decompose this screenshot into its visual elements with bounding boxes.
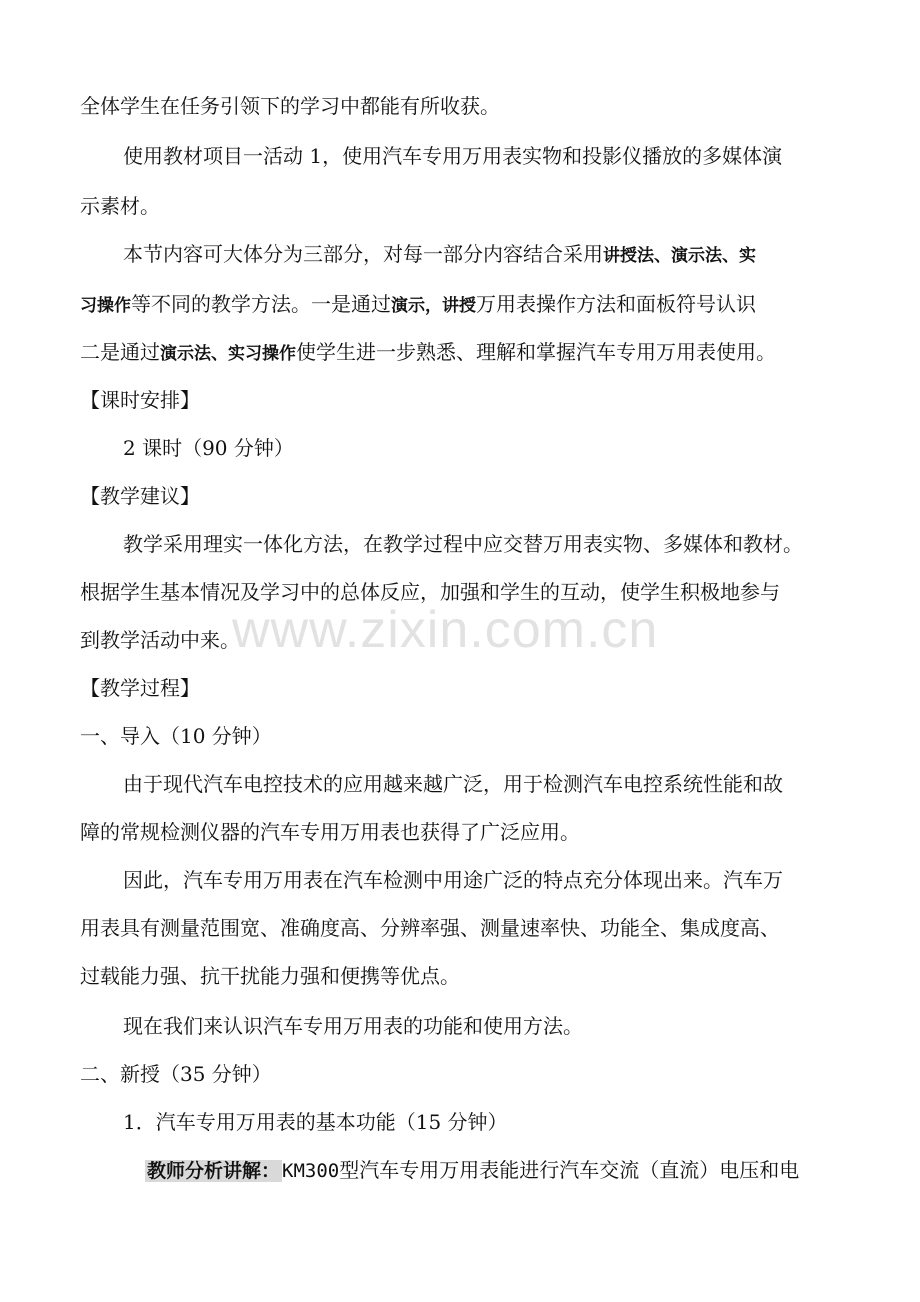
methods-line-2-suffix: 万用表操作方法和面板符号认识 (476, 292, 756, 316)
heading-process: 【教学过程】 (80, 676, 200, 700)
paragraph-end-line: 全体学生在任务引领下的学习中都能有所收获。 (80, 94, 500, 118)
section-2-title: 二、新授（35 分钟） (80, 1062, 272, 1086)
methods-line-2 (80, 290, 756, 320)
materials-line-1: 使用教材项目一活动 1，使用汽车专用万用表实物和投影仪播放的多媒体演 (123, 144, 783, 168)
intro-p2-line-2: 用表具有测量范围宽、准确度高、分辨率强、测量速率快、功能全、集成度高、 (80, 916, 780, 940)
intro-p1-line-2: 障的常规检测仪器的汽车专用万用表也获得了广泛应用。 (80, 820, 580, 844)
watermark-text: www.zixin.com.cn (232, 601, 659, 659)
methods-line-2-mid: 等不同的教学方法。一是通过 (131, 292, 391, 316)
intro-p2-line-1: 因此，汽车专用万用表在汽车检测中用途广泛的特点充分体现出来。汽车万 (123, 868, 783, 892)
methods-line-2-emphasis: 习操作 (80, 296, 131, 316)
advice-line-2: 根据学生基本情况及学习中的总体反应，加强和学生的互动，使学生积极地参与 (80, 580, 780, 604)
methods-line-3-emphasis: 演示法、实习操作 (160, 344, 296, 364)
intro-p3-line-1: 现在我们来认识汽车专用万用表的功能和使用方法。 (123, 1014, 583, 1038)
materials-line-2: 示素材。 (80, 194, 160, 218)
intro-p2-line-3: 过载能力强、抗干扰能力强和便携等优点。 (80, 964, 460, 988)
analysis-line (145, 1156, 799, 1185)
methods-line-3 (80, 338, 776, 368)
advice-line-3: 到教学活动中来。 (80, 628, 240, 652)
heading-advice: 【教学建议】 (80, 484, 200, 508)
subsection-1-title: 1．汽车专用万用表的基本功能（15 分钟） (123, 1110, 508, 1134)
advice-line-1: 教学采用理实一体化方法，在教学过程中应交替万用表实物、多媒体和教材。 (123, 532, 803, 556)
methods-line-1-prefix: 本节内容可大体分为三部分，对每一部分内容结合采用 (123, 242, 603, 266)
analysis-model: KM300 (282, 1160, 340, 1182)
schedule-text: 2 课时（90 分钟） (123, 436, 294, 460)
methods-line-2-emphasis-2: 演示，讲授 (391, 296, 476, 316)
analysis-text: 型汽车专用万用表能进行汽车交流（直流）电压和电 (339, 1158, 800, 1182)
analysis-label: 教师分析讲解： (147, 1160, 281, 1182)
intro-p1-line-1: 由于现代汽车电控技术的应用越来越广泛，用于检测汽车电控系统性能和故 (123, 772, 783, 796)
methods-line-1-emphasis: 讲授法、演示法、实 (603, 246, 756, 266)
heading-schedule: 【课时安排】 (80, 388, 200, 412)
section-1-title: 一、导入（10 分钟） (80, 724, 272, 748)
methods-line-3-suffix: 使学生进一步熟悉、理解和掌握汽车专用万用表使用。 (296, 340, 776, 364)
methods-line-3-prefix: 二是通过 (80, 340, 160, 364)
methods-line-1 (123, 240, 756, 270)
